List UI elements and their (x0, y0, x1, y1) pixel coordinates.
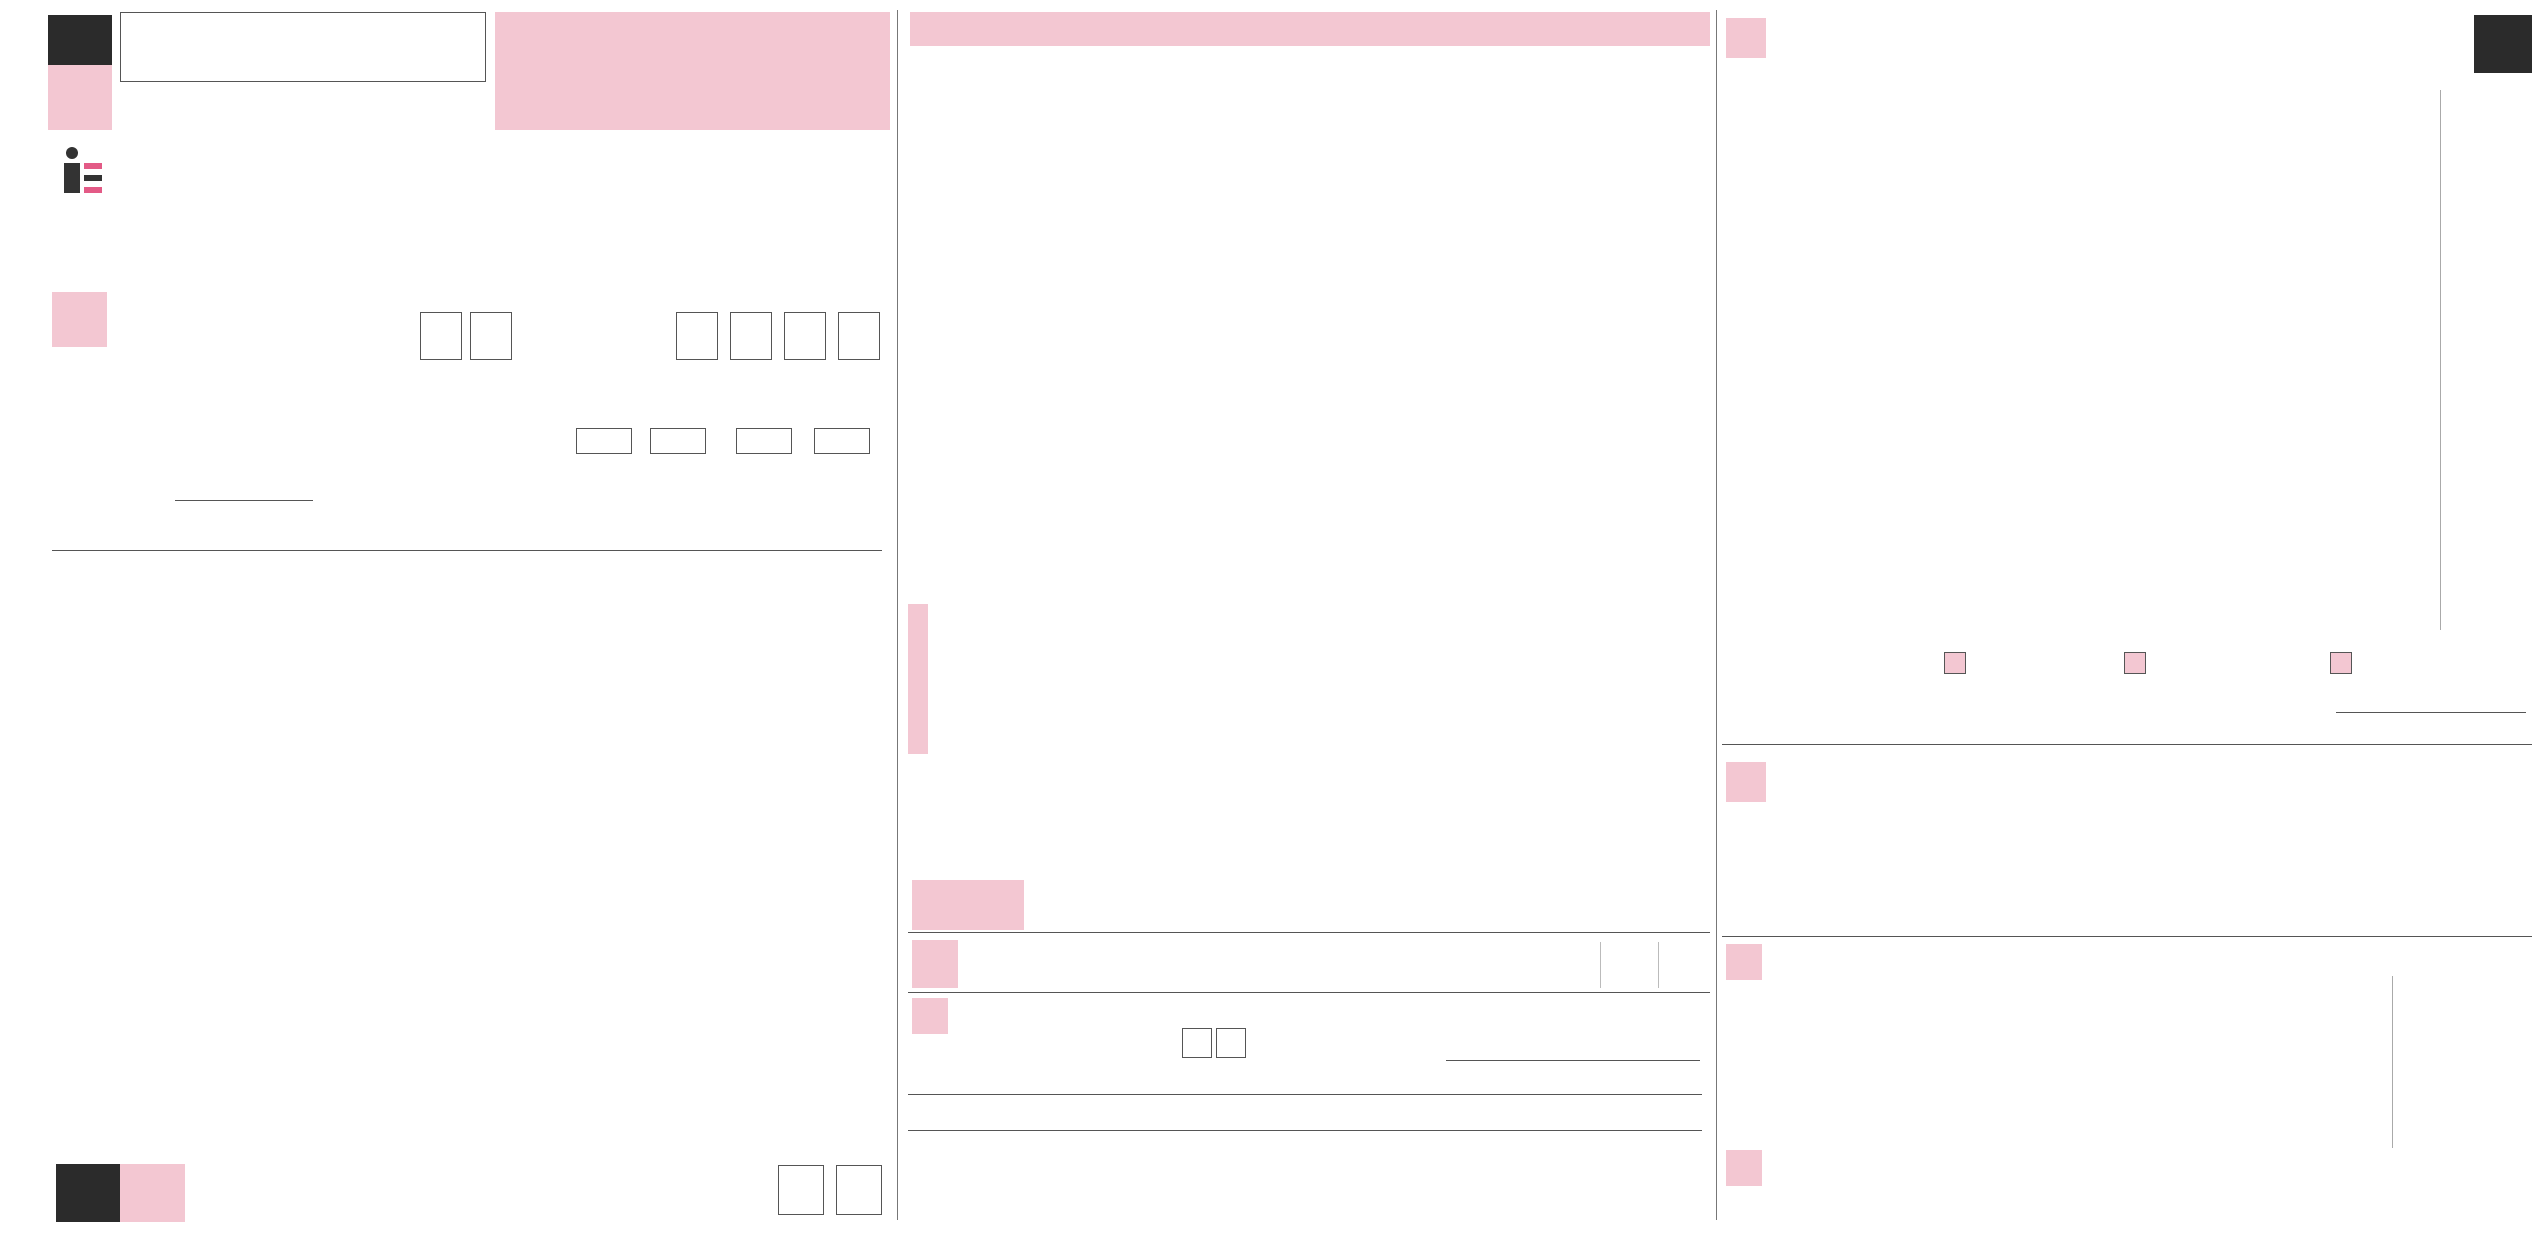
votacion-total-label (912, 880, 1024, 930)
section-9-si-box[interactable] (1600, 942, 1650, 988)
institute-logo (50, 145, 116, 215)
section-8-header (910, 12, 1710, 46)
section-9-number (912, 940, 958, 988)
coaliciones-band (908, 604, 928, 754)
section-1-number (52, 292, 107, 347)
legend-3-box (2330, 652, 2352, 674)
seccion-digit (838, 312, 880, 360)
seccion-digit (784, 312, 826, 360)
extraordinaria-contigua-checkbox[interactable] (814, 428, 870, 454)
section-9-no-box[interactable] (1658, 942, 1708, 988)
corner-marker (48, 15, 112, 65)
seccion-digit (730, 312, 772, 360)
section-10-no-box[interactable] (1216, 1028, 1246, 1058)
seccion-digit (676, 312, 718, 360)
basica-checkbox[interactable] (576, 428, 632, 454)
section-10-number (912, 998, 948, 1034)
section-7-si-box[interactable] (778, 1165, 824, 1215)
legend-1-box (1944, 652, 1966, 674)
section-7-no-box[interactable] (836, 1165, 882, 1215)
corner-marker (56, 1164, 120, 1222)
distrito-digit (420, 312, 462, 360)
section-11-number (1726, 18, 1766, 58)
corner-marker (2474, 15, 2532, 73)
section-14-number (1726, 1150, 1762, 1186)
section-12-number (1726, 762, 1766, 802)
legend-2-box (2124, 652, 2146, 674)
folio-number (120, 12, 486, 82)
acta-title-box (495, 12, 890, 130)
section-13-number (1726, 944, 1762, 980)
iee-logo-icon (50, 145, 116, 215)
section-7-number (120, 1164, 185, 1222)
serie-box (48, 65, 112, 130)
contigua-checkbox[interactable] (650, 428, 706, 454)
extraordinaria-checkbox[interactable] (736, 428, 792, 454)
distrito-digit (470, 312, 512, 360)
section-10-si-box[interactable] (1182, 1028, 1212, 1058)
